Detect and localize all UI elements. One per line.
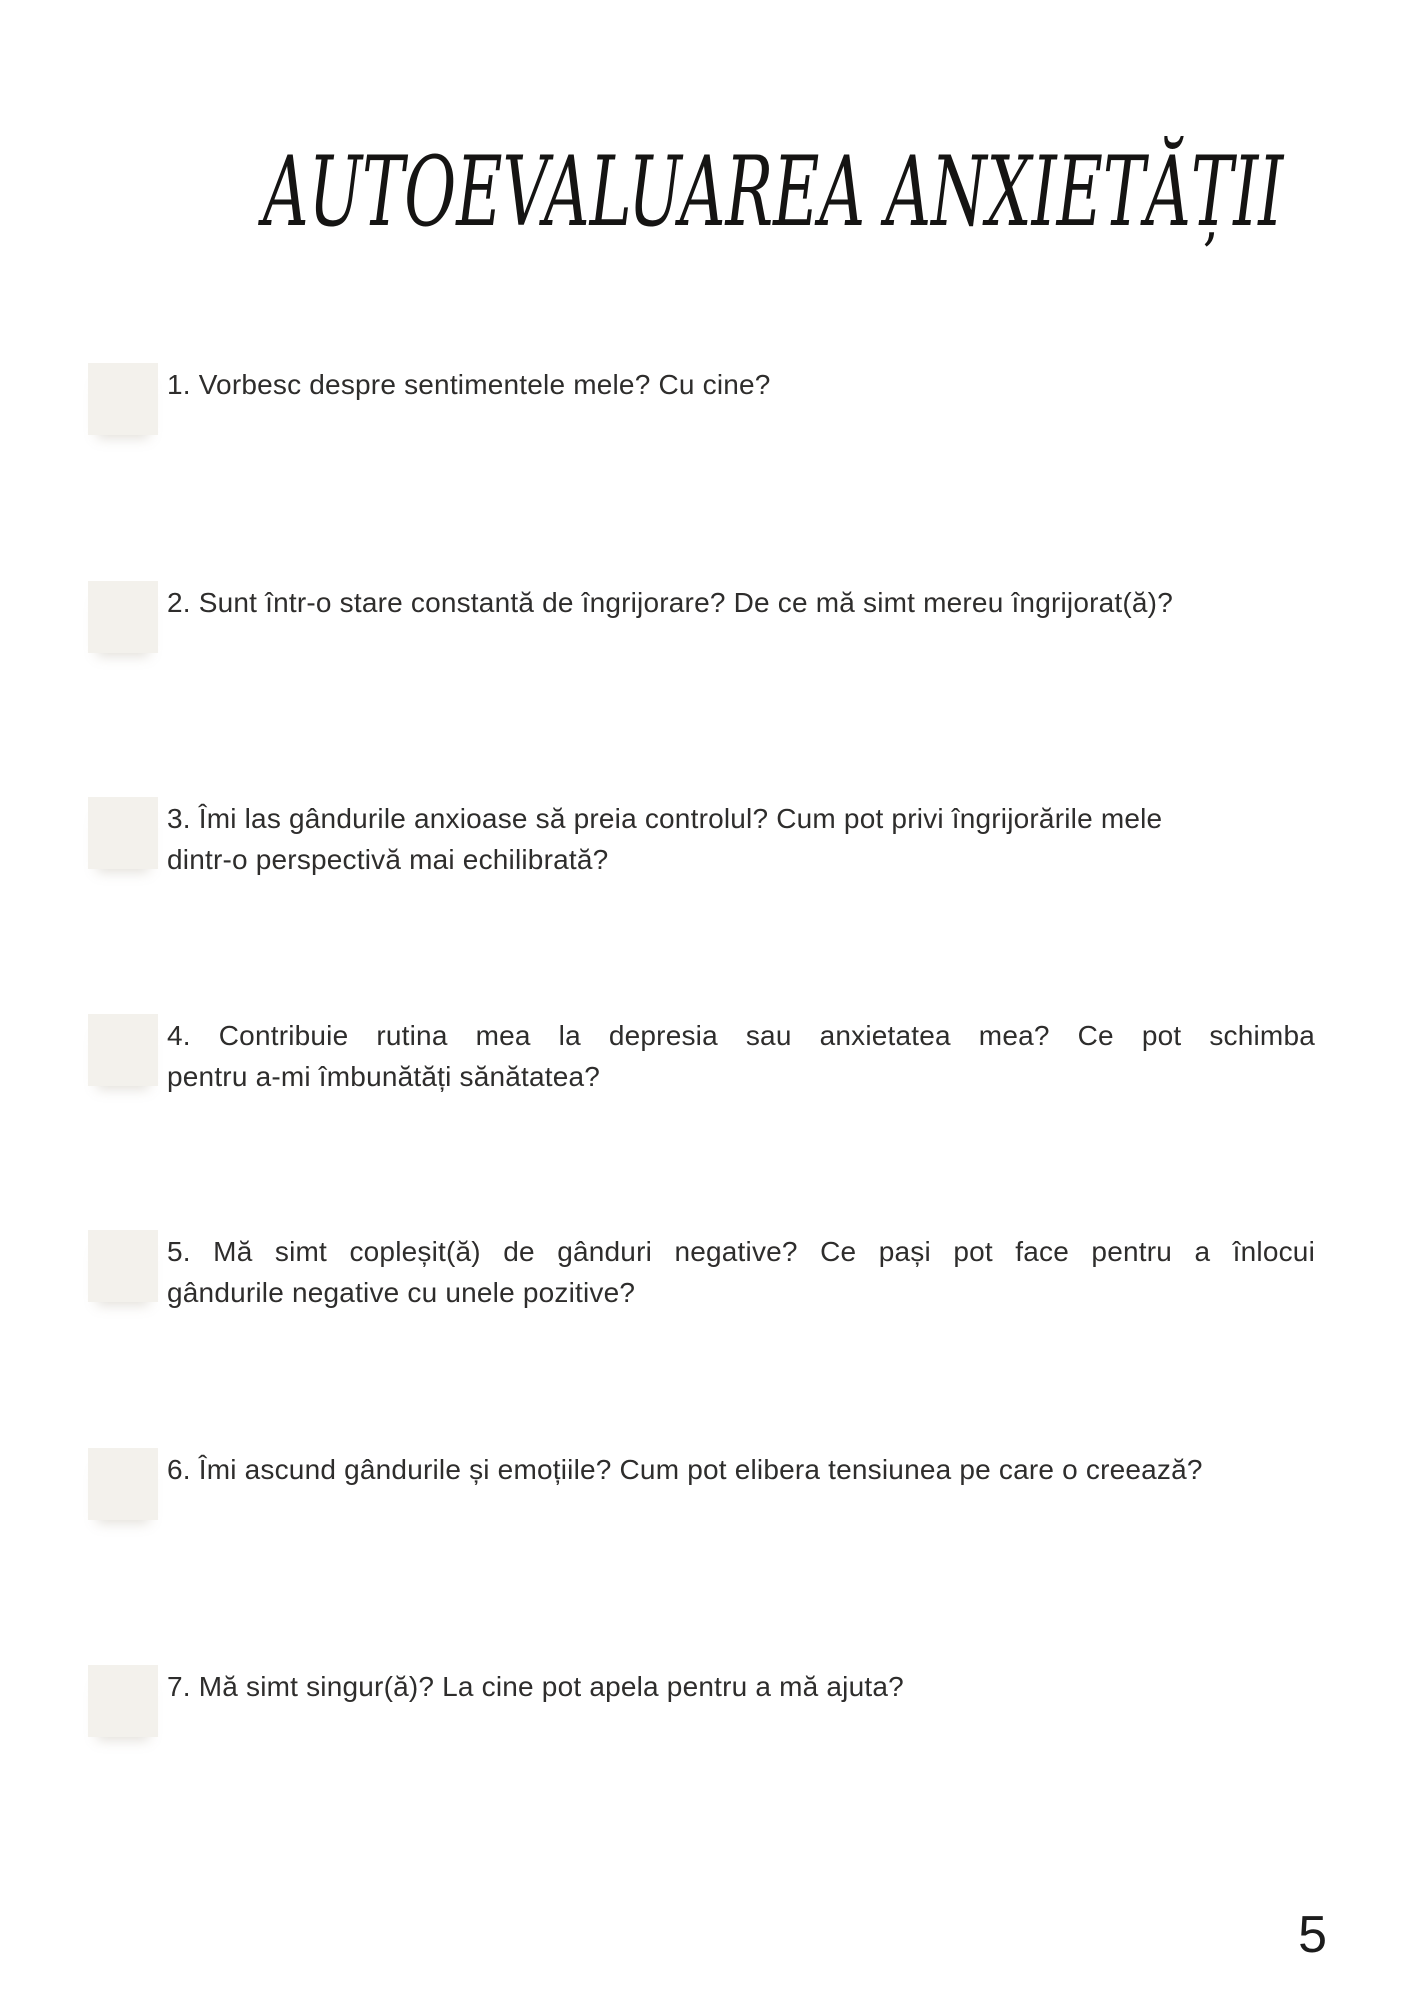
answer-checkbox-3 — [88, 797, 158, 869]
question-row-6 — [88, 1448, 1315, 1520]
answer-checkbox-4 — [88, 1014, 158, 1086]
page-title-text: AUTOEVALUAREA ANXIETĂȚII — [262, 136, 1284, 248]
question-6-line-1: 6. Îmi ascund gândurile și emoțiile? Cum pot elibera tensiunea pe care o creează? — [167, 1454, 1203, 1485]
question-2-line-1: 2. Sunt într-o stare constantă de îngrijorare? De ce mă simt mereu îngrijorat(ă)? — [167, 587, 1173, 618]
question-4-line-2: pentru a-mi îmbunătăți sănătatea? — [167, 1061, 601, 1092]
question-row-1 — [88, 363, 1315, 435]
question-text-6 — [167, 1448, 1315, 1490]
question-text-7 — [167, 1665, 1315, 1707]
question-text-4 — [167, 1014, 1315, 1097]
question-1-line-1: 1. Vorbesc despre sentimentele mele? Cu cine? — [167, 369, 771, 400]
answer-checkbox-2 — [88, 581, 158, 653]
page-title — [0, 136, 1414, 267]
question-7-line-1: 7. Mă simt singur(ă)? La cine pot apela pentru a mă ajuta? — [167, 1671, 904, 1702]
question-text-3 — [167, 797, 1315, 880]
question-text-1 — [167, 363, 1315, 405]
question-3-line-1: 3. Îmi las gândurile anxioase să preia controlul? Cum pot privi îngrijorările mele — [167, 803, 1163, 834]
answer-checkbox-1 — [88, 363, 158, 435]
answer-checkbox-5 — [88, 1230, 158, 1302]
question-row-5 — [88, 1230, 1315, 1313]
question-5-line-2: gândurile negative cu unele pozitive? — [167, 1277, 636, 1308]
question-row-2 — [88, 581, 1315, 653]
question-5-line-1: 5. Mă simt copleșit(ă) de gânduri negative? Ce pași pot face pentru a înlocui — [167, 1236, 1315, 1267]
question-4-line-1: 4. Contribuie rutina mea la depresia sau anxietatea mea? Ce pot schimba — [167, 1020, 1315, 1051]
page-number: 5 — [1298, 1906, 1327, 1964]
question-row-7 — [88, 1665, 1315, 1737]
answer-checkbox-6 — [88, 1448, 158, 1520]
question-text-2 — [167, 581, 1315, 623]
question-text-5 — [167, 1230, 1315, 1313]
answer-checkbox-7 — [88, 1665, 158, 1737]
question-row-4 — [88, 1014, 1315, 1097]
question-3-line-2: dintr-o perspectivă mai echilibrată? — [167, 844, 609, 875]
question-row-3 — [88, 797, 1315, 880]
